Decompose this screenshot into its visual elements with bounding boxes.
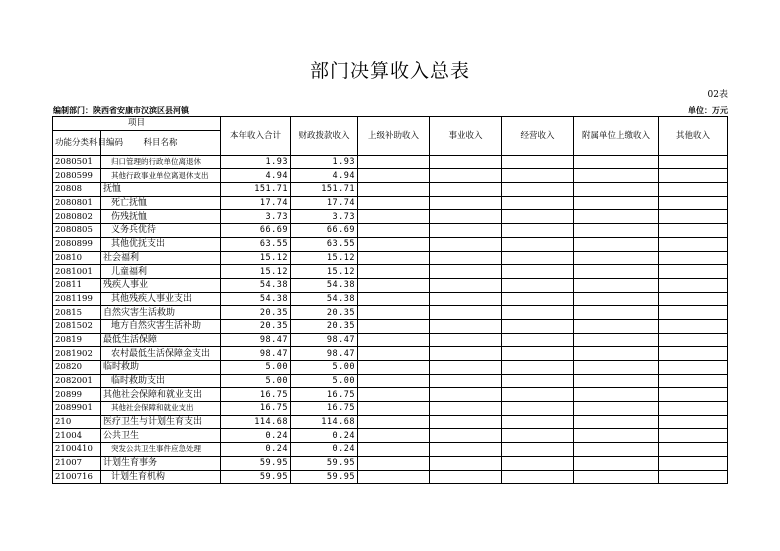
row-fiscal: 4.94: [291, 169, 358, 183]
row-name: 义务兵优待: [101, 224, 221, 238]
row-operating: [502, 169, 574, 183]
row-affiliated: [574, 374, 659, 388]
row-superior: [358, 347, 430, 361]
row-code: 2080802: [53, 210, 101, 224]
row-name: 残疾人事业: [101, 278, 221, 292]
row-fiscal: 98.47: [291, 347, 358, 361]
row-affiliated: [574, 183, 659, 197]
row-name: 其他行政事业单位离退休支出: [101, 169, 221, 183]
row-affiliated: [574, 196, 659, 210]
row-superior: [358, 443, 430, 457]
row-operating: [502, 196, 574, 210]
row-other: [659, 443, 728, 457]
unit-label: 单位：万元: [688, 105, 728, 115]
row-other: [659, 155, 728, 169]
row-other: [659, 278, 728, 292]
row-operating: [502, 210, 574, 224]
row-code: 20899: [53, 388, 101, 402]
row-business: [430, 374, 502, 388]
row-code: 20819: [53, 333, 101, 347]
row-total: 5.00: [221, 374, 291, 388]
row-fiscal: 59.95: [291, 470, 358, 484]
row-superior: [358, 306, 430, 320]
row-name: 归口管理的行政单位离退休: [101, 155, 221, 169]
row-name: 临时救助支出: [101, 374, 221, 388]
row-name: 地方自然灾害生活补助: [101, 319, 221, 333]
row-total: 16.75: [221, 402, 291, 416]
row-name: 计划生育机构: [101, 470, 221, 484]
row-other: [659, 237, 728, 251]
row-business: [430, 333, 502, 347]
row-superior: [358, 429, 430, 443]
row-other: [659, 224, 728, 238]
row-superior: [358, 224, 430, 238]
row-name: 社会福利: [101, 251, 221, 265]
row-business: [430, 265, 502, 279]
header-col-affiliated: 附属单位上缴收入: [574, 117, 659, 156]
header-col-fiscal: 财政拨款收入: [291, 117, 358, 156]
row-total: 1.93: [221, 155, 291, 169]
row-business: [430, 224, 502, 238]
row-fiscal: 5.00: [291, 361, 358, 375]
table-row: [53, 319, 728, 333]
row-operating: [502, 374, 574, 388]
row-business: [430, 347, 502, 361]
row-affiliated: [574, 470, 659, 484]
row-affiliated: [574, 402, 659, 416]
row-other: [659, 306, 728, 320]
table-row: [53, 456, 728, 470]
row-name: 其他社会保障和就业支出: [101, 402, 221, 416]
table-row: [53, 429, 728, 443]
row-name: 计划生育事务: [101, 456, 221, 470]
row-total: 4.94: [221, 169, 291, 183]
row-business: [430, 155, 502, 169]
row-business: [430, 443, 502, 457]
table-row: [53, 306, 728, 320]
row-business: [430, 278, 502, 292]
row-fiscal: 16.75: [291, 402, 358, 416]
row-superior: [358, 292, 430, 306]
row-superior: [358, 470, 430, 484]
row-code: 2080801: [53, 196, 101, 210]
row-name: 医疗卫生与计划生育支出: [101, 415, 221, 429]
row-affiliated: [574, 251, 659, 265]
row-fiscal: 59.95: [291, 456, 358, 470]
form-number: 02表: [707, 90, 728, 100]
row-business: [430, 429, 502, 443]
row-name: 农村最低生活保障金支出: [101, 347, 221, 361]
row-affiliated: [574, 237, 659, 251]
row-code: 21004: [53, 429, 101, 443]
department-label: 编制部门：陕西省安康市汉滨区县河镇: [53, 105, 189, 115]
row-business: [430, 210, 502, 224]
table-row: [53, 292, 728, 306]
income-summary-table: [52, 116, 728, 484]
row-code: 20811: [53, 278, 101, 292]
row-superior: [358, 278, 430, 292]
row-superior: [358, 361, 430, 375]
row-operating: [502, 347, 574, 361]
row-operating: [502, 319, 574, 333]
row-superior: [358, 210, 430, 224]
row-code: 2082001: [53, 374, 101, 388]
row-business: [430, 470, 502, 484]
table-row: [53, 402, 728, 416]
row-other: [659, 210, 728, 224]
row-code: 2089901: [53, 402, 101, 416]
table-row: [53, 183, 728, 197]
header-code: 功能分类科目编码: [53, 130, 101, 155]
row-affiliated: [574, 278, 659, 292]
row-code: 2081902: [53, 347, 101, 361]
row-code: 2080899: [53, 237, 101, 251]
table-row: [53, 278, 728, 292]
row-superior: [358, 374, 430, 388]
row-fiscal: 16.75: [291, 388, 358, 402]
row-affiliated: [574, 388, 659, 402]
row-code: 20820: [53, 361, 101, 375]
row-code: 2080501: [53, 155, 101, 169]
row-operating: [502, 333, 574, 347]
header-item: 项目: [53, 117, 221, 131]
row-other: [659, 169, 728, 183]
row-fiscal: 1.93: [291, 155, 358, 169]
table-row: [53, 169, 728, 183]
row-business: [430, 415, 502, 429]
row-superior: [358, 155, 430, 169]
row-superior: [358, 183, 430, 197]
row-code: 210: [53, 415, 101, 429]
row-name: 其他优抚支出: [101, 237, 221, 251]
row-fiscal: 3.73: [291, 210, 358, 224]
row-operating: [502, 429, 574, 443]
row-operating: [502, 251, 574, 265]
row-other: [659, 265, 728, 279]
row-affiliated: [574, 155, 659, 169]
row-superior: [358, 196, 430, 210]
row-other: [659, 388, 728, 402]
row-name: 伤残抚恤: [101, 210, 221, 224]
page-title: 部门决算收入总表: [309, 60, 470, 82]
table-row: [53, 155, 728, 169]
row-code: 20815: [53, 306, 101, 320]
row-total: 0.24: [221, 443, 291, 457]
row-name: 其他社会保障和就业支出: [101, 388, 221, 402]
row-total: 63.55: [221, 237, 291, 251]
row-total: 59.95: [221, 470, 291, 484]
row-operating: [502, 155, 574, 169]
row-total: 98.47: [221, 333, 291, 347]
row-total: 98.47: [221, 347, 291, 361]
row-business: [430, 169, 502, 183]
row-superior: [358, 415, 430, 429]
row-total: 20.35: [221, 319, 291, 333]
row-name: 其他残疾人事业支出: [101, 292, 221, 306]
row-affiliated: [574, 224, 659, 238]
row-affiliated: [574, 333, 659, 347]
row-code: 2080599: [53, 169, 101, 183]
table-row: [53, 210, 728, 224]
row-total: 5.00: [221, 361, 291, 375]
row-code: 2100410: [53, 443, 101, 457]
row-other: [659, 470, 728, 484]
row-other: [659, 415, 728, 429]
header-col-operating: 经营收入: [502, 117, 574, 156]
row-name: 公共卫生: [101, 429, 221, 443]
row-business: [430, 237, 502, 251]
table-row: [53, 265, 728, 279]
row-code: 21007: [53, 456, 101, 470]
row-other: [659, 347, 728, 361]
row-name: 突发公共卫生事件应急处理: [101, 443, 221, 457]
row-name: 临时救助: [101, 361, 221, 375]
row-operating: [502, 402, 574, 416]
row-name: 自然灾害生活救助: [101, 306, 221, 320]
row-operating: [502, 470, 574, 484]
row-total: 54.38: [221, 278, 291, 292]
row-fiscal: 63.55: [291, 237, 358, 251]
row-total: 66.69: [221, 224, 291, 238]
row-other: [659, 374, 728, 388]
row-fiscal: 20.35: [291, 306, 358, 320]
row-code: 2080805: [53, 224, 101, 238]
row-code: 2081502: [53, 319, 101, 333]
row-affiliated: [574, 415, 659, 429]
row-fiscal: 15.12: [291, 251, 358, 265]
row-fiscal: 0.24: [291, 429, 358, 443]
row-name: 死亡抚恤: [101, 196, 221, 210]
row-operating: [502, 183, 574, 197]
row-total: 151.71: [221, 183, 291, 197]
row-other: [659, 333, 728, 347]
row-affiliated: [574, 361, 659, 375]
table-row: [53, 251, 728, 265]
row-business: [430, 361, 502, 375]
table-row: [53, 470, 728, 484]
row-superior: [358, 237, 430, 251]
row-name: 最低生活保障: [101, 333, 221, 347]
row-business: [430, 183, 502, 197]
row-total: 114.68: [221, 415, 291, 429]
row-total: 0.24: [221, 429, 291, 443]
row-superior: [358, 251, 430, 265]
row-other: [659, 361, 728, 375]
row-name: 儿童福利: [101, 265, 221, 279]
row-affiliated: [574, 456, 659, 470]
row-name: 抚恤: [101, 183, 221, 197]
row-affiliated: [574, 306, 659, 320]
row-code: 20808: [53, 183, 101, 197]
row-code: 2081001: [53, 265, 101, 279]
row-superior: [358, 169, 430, 183]
row-total: 15.12: [221, 251, 291, 265]
row-superior: [358, 265, 430, 279]
row-fiscal: 66.69: [291, 224, 358, 238]
row-other: [659, 251, 728, 265]
row-business: [430, 196, 502, 210]
row-affiliated: [574, 443, 659, 457]
row-affiliated: [574, 319, 659, 333]
row-superior: [358, 388, 430, 402]
header-name: 科目名称: [101, 130, 221, 155]
row-superior: [358, 319, 430, 333]
row-total: 3.73: [221, 210, 291, 224]
table-row: [53, 224, 728, 238]
row-total: 15.12: [221, 265, 291, 279]
table-row: [53, 196, 728, 210]
row-superior: [358, 456, 430, 470]
row-affiliated: [574, 210, 659, 224]
row-fiscal: 114.68: [291, 415, 358, 429]
header-col-business: 事业收入: [430, 117, 502, 156]
row-affiliated: [574, 292, 659, 306]
table-row: [53, 443, 728, 457]
row-superior: [358, 333, 430, 347]
row-operating: [502, 278, 574, 292]
header-col-other: 其他收入: [659, 117, 728, 156]
row-fiscal: 54.38: [291, 278, 358, 292]
row-business: [430, 388, 502, 402]
row-operating: [502, 388, 574, 402]
row-total: 16.75: [221, 388, 291, 402]
row-fiscal: 15.12: [291, 265, 358, 279]
row-code: 2081199: [53, 292, 101, 306]
row-total: 59.95: [221, 456, 291, 470]
row-fiscal: 17.74: [291, 196, 358, 210]
table-row: [53, 347, 728, 361]
header-col-total: 本年收入合计: [221, 117, 291, 156]
row-other: [659, 319, 728, 333]
row-total: 20.35: [221, 306, 291, 320]
row-other: [659, 456, 728, 470]
row-fiscal: 5.00: [291, 374, 358, 388]
row-total: 17.74: [221, 196, 291, 210]
header-col-superior: 上级补助收入: [358, 117, 430, 156]
row-superior: [358, 402, 430, 416]
row-total: 54.38: [221, 292, 291, 306]
row-affiliated: [574, 347, 659, 361]
row-fiscal: 151.71: [291, 183, 358, 197]
row-code: 20810: [53, 251, 101, 265]
row-fiscal: 20.35: [291, 319, 358, 333]
row-affiliated: [574, 265, 659, 279]
table-row: [53, 237, 728, 251]
table-row: [53, 374, 728, 388]
row-operating: [502, 443, 574, 457]
row-affiliated: [574, 429, 659, 443]
row-fiscal: 0.24: [291, 443, 358, 457]
row-business: [430, 402, 502, 416]
row-fiscal: 98.47: [291, 333, 358, 347]
row-business: [430, 251, 502, 265]
row-operating: [502, 306, 574, 320]
table-row: [53, 388, 728, 402]
row-business: [430, 319, 502, 333]
row-business: [430, 292, 502, 306]
row-operating: [502, 292, 574, 306]
row-other: [659, 429, 728, 443]
row-other: [659, 183, 728, 197]
row-other: [659, 292, 728, 306]
row-fiscal: 54.38: [291, 292, 358, 306]
row-operating: [502, 237, 574, 251]
row-other: [659, 402, 728, 416]
table-row: [53, 415, 728, 429]
row-code: 2100716: [53, 470, 101, 484]
row-business: [430, 306, 502, 320]
row-other: [659, 196, 728, 210]
row-business: [430, 456, 502, 470]
row-operating: [502, 415, 574, 429]
row-affiliated: [574, 169, 659, 183]
row-operating: [502, 265, 574, 279]
row-operating: [502, 224, 574, 238]
table-row: [53, 361, 728, 375]
row-operating: [502, 361, 574, 375]
row-operating: [502, 456, 574, 470]
table-row: [53, 333, 728, 347]
